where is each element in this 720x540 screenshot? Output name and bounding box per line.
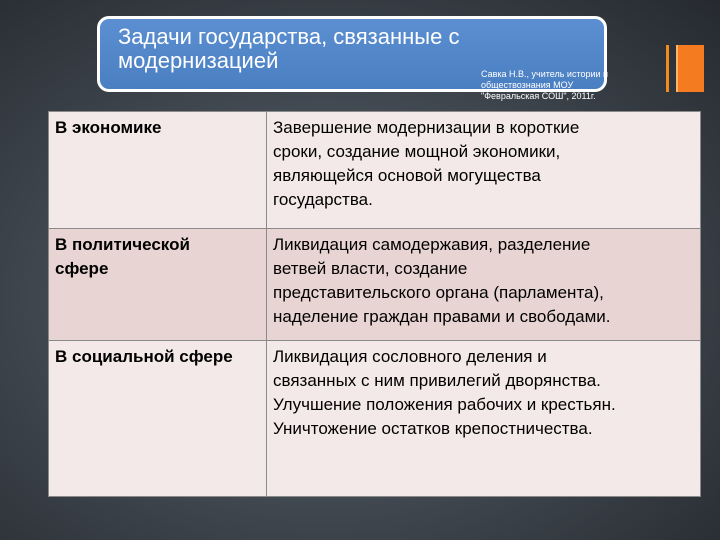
- task-text-line: являющейся основой могущества: [273, 166, 541, 185]
- slide-title-line: модернизацией: [118, 48, 279, 73]
- accent-bar-thick: [676, 45, 704, 92]
- tasks-table: [48, 111, 701, 497]
- task-text-line: сроки, создание мощной экономики,: [273, 142, 561, 161]
- task-cell: [267, 341, 701, 497]
- sphere-cell: [49, 229, 267, 341]
- sphere-label: сфере: [55, 259, 109, 278]
- task-text-line: Улучшение положения рабочих и крестьян.: [273, 395, 616, 414]
- task-text-line: Завершение модернизации в короткие: [273, 118, 580, 137]
- sphere-label: В экономике: [55, 118, 162, 137]
- slide-title-line: Задачи государства, связанные с: [118, 24, 460, 49]
- sphere-label: В социальной сфере: [55, 347, 233, 366]
- task-text-line: Ликвидация сословного деления и: [273, 347, 547, 366]
- task-text-line: ветвей власти, создание: [273, 259, 468, 278]
- task-cell: [267, 229, 701, 341]
- author-credit-line: Савка Н.В., учитель истории и: [481, 69, 609, 79]
- task-text-line: государства.: [273, 190, 373, 209]
- author-credit-line: "Февральская СОШ", 2011г.: [481, 91, 596, 101]
- table-row-economy: [49, 112, 701, 229]
- author-credit: [481, 69, 641, 102]
- sphere-cell: [49, 112, 267, 229]
- task-cell: [267, 112, 701, 229]
- task-text-line: Ликвидация самодержавия, разделение: [273, 235, 591, 254]
- task-text-line: связанных с ним привилегий дворянства.: [273, 371, 601, 390]
- table-row-social: [49, 341, 701, 497]
- task-text-line: наделение граждан правами и свободами.: [273, 307, 611, 326]
- table-row-politics: [49, 229, 701, 341]
- accent-bar-thin: [666, 45, 669, 92]
- task-text-line: Уничтожение остатков крепостничества.: [273, 419, 593, 438]
- author-credit-line: обществознания МОУ: [481, 80, 574, 90]
- sphere-label: В политической: [55, 235, 190, 254]
- task-text-line: представительского органа (парламента),: [273, 283, 604, 302]
- sphere-cell: [49, 341, 267, 497]
